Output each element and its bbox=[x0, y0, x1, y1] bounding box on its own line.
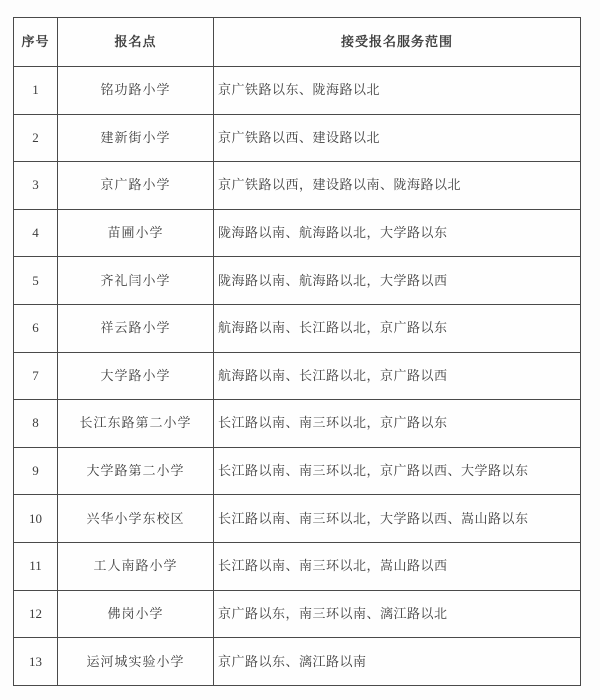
cell-no: 2 bbox=[14, 114, 58, 162]
table-row bbox=[14, 162, 581, 210]
cell-range: 长江路以南、南三环以北，京广路以西、大学路以东 bbox=[214, 447, 581, 495]
cell-range: 京广铁路以西、建设路以北 bbox=[214, 114, 581, 162]
cell-no: 11 bbox=[14, 543, 58, 591]
cell-range: 长江路以南、南三环以北，嵩山路以西 bbox=[214, 543, 581, 591]
table-row bbox=[14, 257, 581, 305]
cell-no: 10 bbox=[14, 495, 58, 543]
cell-no: 13 bbox=[14, 638, 58, 686]
registration-points-table bbox=[13, 17, 581, 686]
cell-site: 苗圃小学 bbox=[58, 209, 214, 257]
table-row bbox=[14, 638, 581, 686]
cell-site: 祥云路小学 bbox=[58, 305, 214, 353]
cell-no: 9 bbox=[14, 447, 58, 495]
table-row bbox=[14, 447, 581, 495]
cell-no: 3 bbox=[14, 162, 58, 210]
cell-no: 4 bbox=[14, 209, 58, 257]
cell-no: 1 bbox=[14, 67, 58, 115]
cell-range: 长江路以南、南三环以北，京广路以东 bbox=[214, 400, 581, 448]
table-row bbox=[14, 400, 581, 448]
cell-range: 陇海路以南、航海路以北，大学路以东 bbox=[214, 209, 581, 257]
cell-no: 6 bbox=[14, 305, 58, 353]
header-cell-no: 序号 bbox=[14, 18, 58, 67]
cell-range: 航海路以南、长江路以北，京广路以西 bbox=[214, 352, 581, 400]
cell-range: 长江路以南、南三环以北，大学路以西、嵩山路以东 bbox=[214, 495, 581, 543]
header-cell-range: 接受报名服务范围 bbox=[214, 18, 581, 67]
table-header bbox=[14, 18, 581, 67]
cell-range: 京广铁路以西，建设路以南、陇海路以北 bbox=[214, 162, 581, 210]
cell-no: 12 bbox=[14, 590, 58, 638]
cell-no: 7 bbox=[14, 352, 58, 400]
cell-range: 陇海路以南、航海路以北，大学路以西 bbox=[214, 257, 581, 305]
cell-range: 京广铁路以东、陇海路以北 bbox=[214, 67, 581, 115]
cell-range: 京广路以东，南三环以南、漓江路以北 bbox=[214, 590, 581, 638]
table-row bbox=[14, 352, 581, 400]
cell-site: 运河城实验小学 bbox=[58, 638, 214, 686]
table-row bbox=[14, 67, 581, 115]
cell-range: 京广路以东、漓江路以南 bbox=[214, 638, 581, 686]
cell-site: 齐礼闫小学 bbox=[58, 257, 214, 305]
table-body bbox=[14, 67, 581, 686]
cell-site: 京广路小学 bbox=[58, 162, 214, 210]
cell-no: 5 bbox=[14, 257, 58, 305]
table-row bbox=[14, 543, 581, 591]
table-row bbox=[14, 590, 581, 638]
cell-site: 长江东路第二小学 bbox=[58, 400, 214, 448]
cell-site: 铭功路小学 bbox=[58, 67, 214, 115]
cell-no: 8 bbox=[14, 400, 58, 448]
cell-site: 大学路小学 bbox=[58, 352, 214, 400]
cell-site: 兴华小学东校区 bbox=[58, 495, 214, 543]
cell-site: 工人南路小学 bbox=[58, 543, 214, 591]
cell-site: 佛岗小学 bbox=[58, 590, 214, 638]
table-row bbox=[14, 209, 581, 257]
cell-site: 建新街小学 bbox=[58, 114, 214, 162]
cell-site: 大学路第二小学 bbox=[58, 447, 214, 495]
table-row bbox=[14, 305, 581, 353]
header-row bbox=[14, 18, 581, 67]
table-row bbox=[14, 114, 581, 162]
header-cell-site: 报名点 bbox=[58, 18, 214, 67]
cell-range: 航海路以南、长江路以北，京广路以东 bbox=[214, 305, 581, 353]
table-row bbox=[14, 495, 581, 543]
